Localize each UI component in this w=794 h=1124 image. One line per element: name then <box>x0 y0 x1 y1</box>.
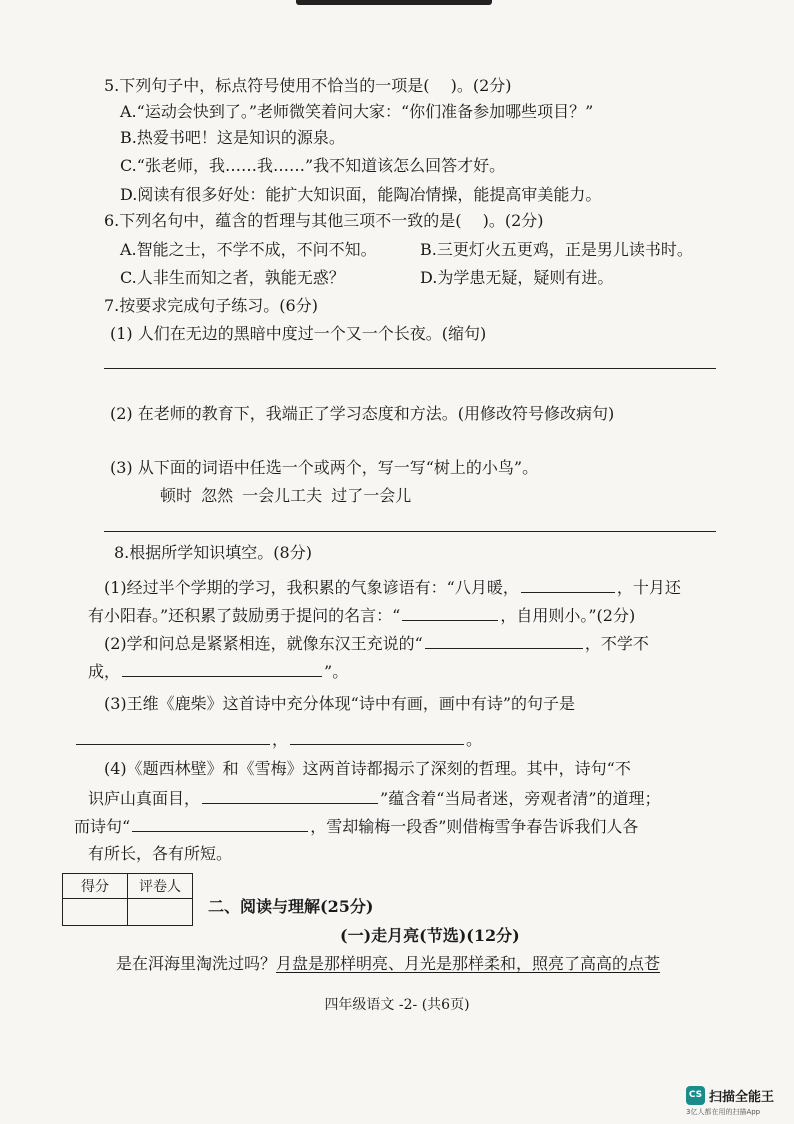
q8-p1-text-d: ，自用则小。”(2分) <box>500 606 636 625</box>
q8-p4-text-e: ，雪却输梅一段香”则借梅雪争春告诉我们人各 <box>310 817 639 836</box>
q8-p3-text-b: ， <box>272 730 289 749</box>
q8-p4-text-b: 识庐山真面目， <box>88 789 201 808</box>
answer-line-7-3[interactable] <box>104 531 716 532</box>
scan-edge-mark <box>296 0 492 5</box>
section-2-title: 二、阅读与理解(25分) <box>208 897 374 916</box>
answer-line-7-1[interactable] <box>104 368 716 369</box>
page-footer: 四年级语文 -2- (共6页) <box>324 997 470 1013</box>
question-8-part-3-line-2 <box>74 728 482 750</box>
q8-p1-text-c: 有小阳春。”还积累了鼓励勇于提问的名言：“ <box>88 606 401 625</box>
question-8-stem: 8.根据所学知识填空。(8分) <box>114 543 312 562</box>
score-cell[interactable] <box>63 899 128 926</box>
watermark-name: 扫描全能王 <box>709 1090 775 1105</box>
fill-blank-8-4b[interactable] <box>132 815 308 832</box>
fill-blank-8-2b[interactable] <box>122 660 322 677</box>
question-5-option-b: B.热爱书吧！这是知识的源泉。 <box>120 128 345 147</box>
passage-title: (一)走月亮(节选)(12分) <box>340 926 520 945</box>
question-8-part-2-line-2 <box>88 660 348 682</box>
camscanner-logo-icon: CS <box>686 1086 705 1105</box>
question-6-option-d: D.为学患无疑，疑则有进。 <box>420 268 614 287</box>
question-5-option-d: D.阅读有很多好处：能扩大知识面，能陶冶情操，能提高审美能力。 <box>120 185 602 204</box>
question-8-part-1-line-2 <box>88 604 635 626</box>
question-8-part-4-line-3 <box>74 815 638 837</box>
passage-text-plain: 是在洱海里淘洗过吗？ <box>116 954 277 973</box>
question-8-part-4-line-2 <box>88 787 661 809</box>
question-7-word-list: 顿时 忽然 一会儿工夫 过了一会儿 <box>160 486 412 505</box>
score-header: 得分 <box>63 874 128 899</box>
question-7-sub1: (1) 人们在无边的黑暗中度过一个又一个长夜。(缩句) <box>110 324 487 343</box>
score-table <box>62 873 193 926</box>
q8-p2-text-a: (2)学和问总是紧紧相连，就像东汉王充说的“ <box>104 634 423 653</box>
question-8-part-4-line-4: 有所长，各有所短。 <box>88 844 233 863</box>
fill-blank-8-1b[interactable] <box>402 604 498 621</box>
fill-blank-8-2a[interactable] <box>425 632 583 649</box>
q8-p1-text-a: (1)经过半个学期的学习，我积累的气象谚语有：“八月暖， <box>104 578 519 597</box>
question-8-part-4-line-1: (4)《题西林壁》和《雪梅》这两首诗都揭示了深刻的哲理。其中，诗句“不 <box>104 759 631 778</box>
grader-header: 评卷人 <box>128 874 193 899</box>
q8-p2-text-c: 成， <box>88 662 121 681</box>
watermark-subtitle: 3亿人都在用的扫描App <box>686 1108 761 1116</box>
q8-p1-text-b: ，十月还 <box>616 578 681 597</box>
q8-p4-text-c: ”蕴含着“当局者迷，旁观者清”的道理； <box>380 789 661 808</box>
fill-blank-8-3a[interactable] <box>76 728 270 745</box>
fill-blank-8-4a[interactable] <box>202 787 378 804</box>
question-8-part-3-line-1: (3)王维《鹿柴》这首诗中充分体现“诗中有画，画中有诗”的句子是 <box>104 694 576 713</box>
q8-p3-text-c: 。 <box>466 730 483 749</box>
question-5-option-c: C.“张老师，我……我……”我不知道该怎么回答才好。 <box>120 156 506 175</box>
fill-blank-8-3b[interactable] <box>290 728 464 745</box>
question-5-stem: 5.下列句子中，标点符号使用不恰当的一项是( )。(2分) <box>104 76 512 95</box>
q8-p2-text-d: ”。 <box>324 662 349 681</box>
question-6-option-b: B.三更灯火五更鸡，正是男儿读书时。 <box>420 240 693 259</box>
grader-cell[interactable] <box>128 899 193 926</box>
question-6-option-a: A.智能之士，不学不成，不问不知。 <box>120 240 377 259</box>
question-7-sub2: (2) 在老师的教育下，我端正了学习态度和方法。(用修改符号修改病句) <box>110 404 615 423</box>
scanner-watermark <box>686 1084 786 1120</box>
question-7-stem: 7.按要求完成句子练习。(6分) <box>104 296 318 315</box>
question-7-sub3: (3) 从下面的词语中任选一个或两个，写一写“树上的小鸟”。 <box>110 458 539 477</box>
q8-p4-text-d: 而诗句“ <box>74 817 131 836</box>
question-8-part-2-line-1 <box>104 632 649 654</box>
question-8-part-1-line-1 <box>104 576 681 598</box>
question-6-stem: 6.下列名句中，蕴含的哲理与其他三项不一致的是( )。(2分) <box>104 211 544 230</box>
passage-first-line <box>116 954 660 974</box>
fill-blank-8-1a[interactable] <box>521 576 615 593</box>
q8-p2-text-b: ，不学不 <box>584 634 649 653</box>
question-5-option-a: A.“运动会快到了。”老师微笑着问大家：“你们准备参加哪些项目？” <box>120 102 594 121</box>
question-6-option-c: C.人非生而知之者，孰能无惑？ <box>120 268 345 287</box>
passage-text-underlined: 月盘是那样明亮、月光是那样柔和，照亮了高高的点苍 <box>276 954 661 973</box>
